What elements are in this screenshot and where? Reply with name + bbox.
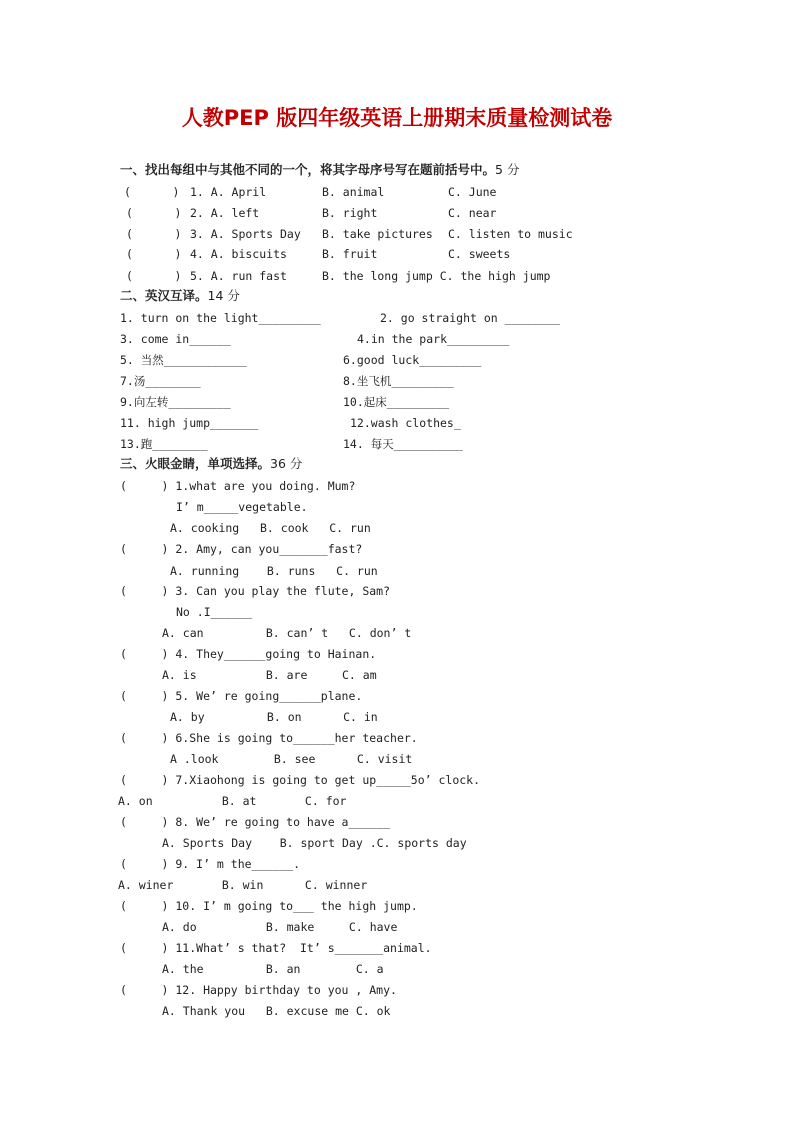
s3-options: A. winer B. win C. winner xyxy=(118,878,368,892)
s3-options: A. running B. runs C. run xyxy=(170,564,378,578)
s1-item-c: C. near xyxy=(448,206,497,220)
s1-paren: ( ) xyxy=(126,269,182,283)
s2-left: 11. high jump_______ xyxy=(120,416,259,430)
s3-question: ( ) 6.She is going to______her teacher. xyxy=(120,731,418,745)
s3-options: A. cooking B. cook C. run xyxy=(170,521,371,535)
s3-options: A. Sports Day B. sport Day .C. sports day xyxy=(162,836,467,850)
s3-options: A. by B. on C. in xyxy=(170,710,378,724)
s3-options: A. on B. at C. for xyxy=(118,794,347,808)
s1-item-b: B. right xyxy=(322,206,378,220)
s3-question: ( ) 12. Happy birthday to you , Amy. xyxy=(120,983,397,997)
s1-item-a: 3. A. Sports Day xyxy=(190,227,301,241)
s1-item-b: B. take pictures xyxy=(322,227,433,241)
s1-paren: ( ) xyxy=(126,227,182,241)
s1-item-c: C. June xyxy=(448,185,497,199)
s3-question: ( ) 9. I’ m the______. xyxy=(120,857,301,871)
section-3-title: 三、火眼金睛，单项选择。 xyxy=(120,456,271,471)
s3-stem: No .I______ xyxy=(176,605,253,619)
s2-right: 12.wash clothes_ xyxy=(350,416,461,430)
s3-question: ( ) 2. Amy, can you_______fast? xyxy=(120,542,363,556)
section-1-title: 一、找出每组中与其他不同的一个，将其字母序号写在题前括号中。 xyxy=(120,162,496,177)
s3-options: A. do B. make C. have xyxy=(162,920,398,934)
s3-question: ( ) 3. Can you play the flute, Sam? xyxy=(120,584,391,598)
s3-question: ( ) 7.Xiaohong is going to get up_____5o’ clock. xyxy=(120,773,481,787)
s3-question: ( ) 5. We’ re going______plane. xyxy=(120,689,363,703)
s3-options: A. the B. an C. a xyxy=(162,962,384,976)
s2-left: 13.跑________ xyxy=(120,437,208,451)
s3-question: ( ) 4. They______going to Hainan. xyxy=(120,647,377,661)
s1-item-c: C. listen to music xyxy=(448,227,573,241)
s3-question: ( ) 10. I’ m going to___ the high jump. xyxy=(120,899,418,913)
s2-right: 8.坐飞机_________ xyxy=(343,374,454,388)
s1-item-a: 2. A. left xyxy=(190,206,260,220)
page-title: 人教PEP 版四年级英语上册期末质量检测试卷 xyxy=(181,106,613,130)
s3-options: A. can B. can’ t C. don’ t xyxy=(162,626,412,640)
s1-item-c: C. sweets xyxy=(448,247,511,261)
s3-options: A. is B. are C. am xyxy=(162,668,377,682)
s1-item-b: B. fruit xyxy=(322,247,378,261)
s1-paren: ( ) xyxy=(126,247,182,261)
section-3-heading xyxy=(120,456,302,472)
s2-left: 5. 当然____________ xyxy=(120,353,247,367)
section-2-score: 14 分 xyxy=(207,288,240,303)
s2-left: 9.向左转_________ xyxy=(120,395,231,409)
section-3-score: 36 分 xyxy=(270,456,303,471)
s1-item-a: 4. A. biscuits xyxy=(190,247,287,261)
s1-paren: ( ) xyxy=(126,206,182,220)
s1-item-a: 1. A. April xyxy=(190,185,267,199)
s2-right: 14. 每天__________ xyxy=(343,437,463,451)
s1-item-b: B. animal xyxy=(322,185,385,199)
s3-options: A. Thank you B. excuse me C. ok xyxy=(162,1004,391,1018)
s1-paren: ( ) xyxy=(124,185,180,199)
s2-right: 2. go straight on ________ xyxy=(380,311,561,325)
s3-options: A .look B. see C. visit xyxy=(170,752,413,766)
section-2-title: 二、英汉互译。 xyxy=(120,288,208,303)
section-2-heading xyxy=(120,288,240,304)
s3-question: ( ) 11.What’ s that? It’ s_______animal. xyxy=(120,941,432,955)
section-1-score: 5 分 xyxy=(495,162,520,177)
s3-question: ( ) 1.what are you doing. Mum? xyxy=(120,479,356,493)
s3-stem: I’ m_____vegetable. xyxy=(176,500,308,514)
s2-right: 10.起床_________ xyxy=(343,395,450,409)
s2-left: 1. turn on the light_________ xyxy=(120,311,321,325)
s2-right: 6.good luck_________ xyxy=(343,353,482,367)
s1-item-a: 5. A. run fast xyxy=(190,269,287,283)
s3-question: ( ) 8. We’ re going to have a______ xyxy=(120,815,391,829)
s2-right: 4.in the park_________ xyxy=(357,332,510,346)
s2-left: 3. come in______ xyxy=(120,332,231,346)
s1-item-b: B. the long jump C. the high jump xyxy=(322,269,551,283)
s2-left: 7.汤________ xyxy=(120,374,201,388)
section-1-heading xyxy=(120,162,519,178)
